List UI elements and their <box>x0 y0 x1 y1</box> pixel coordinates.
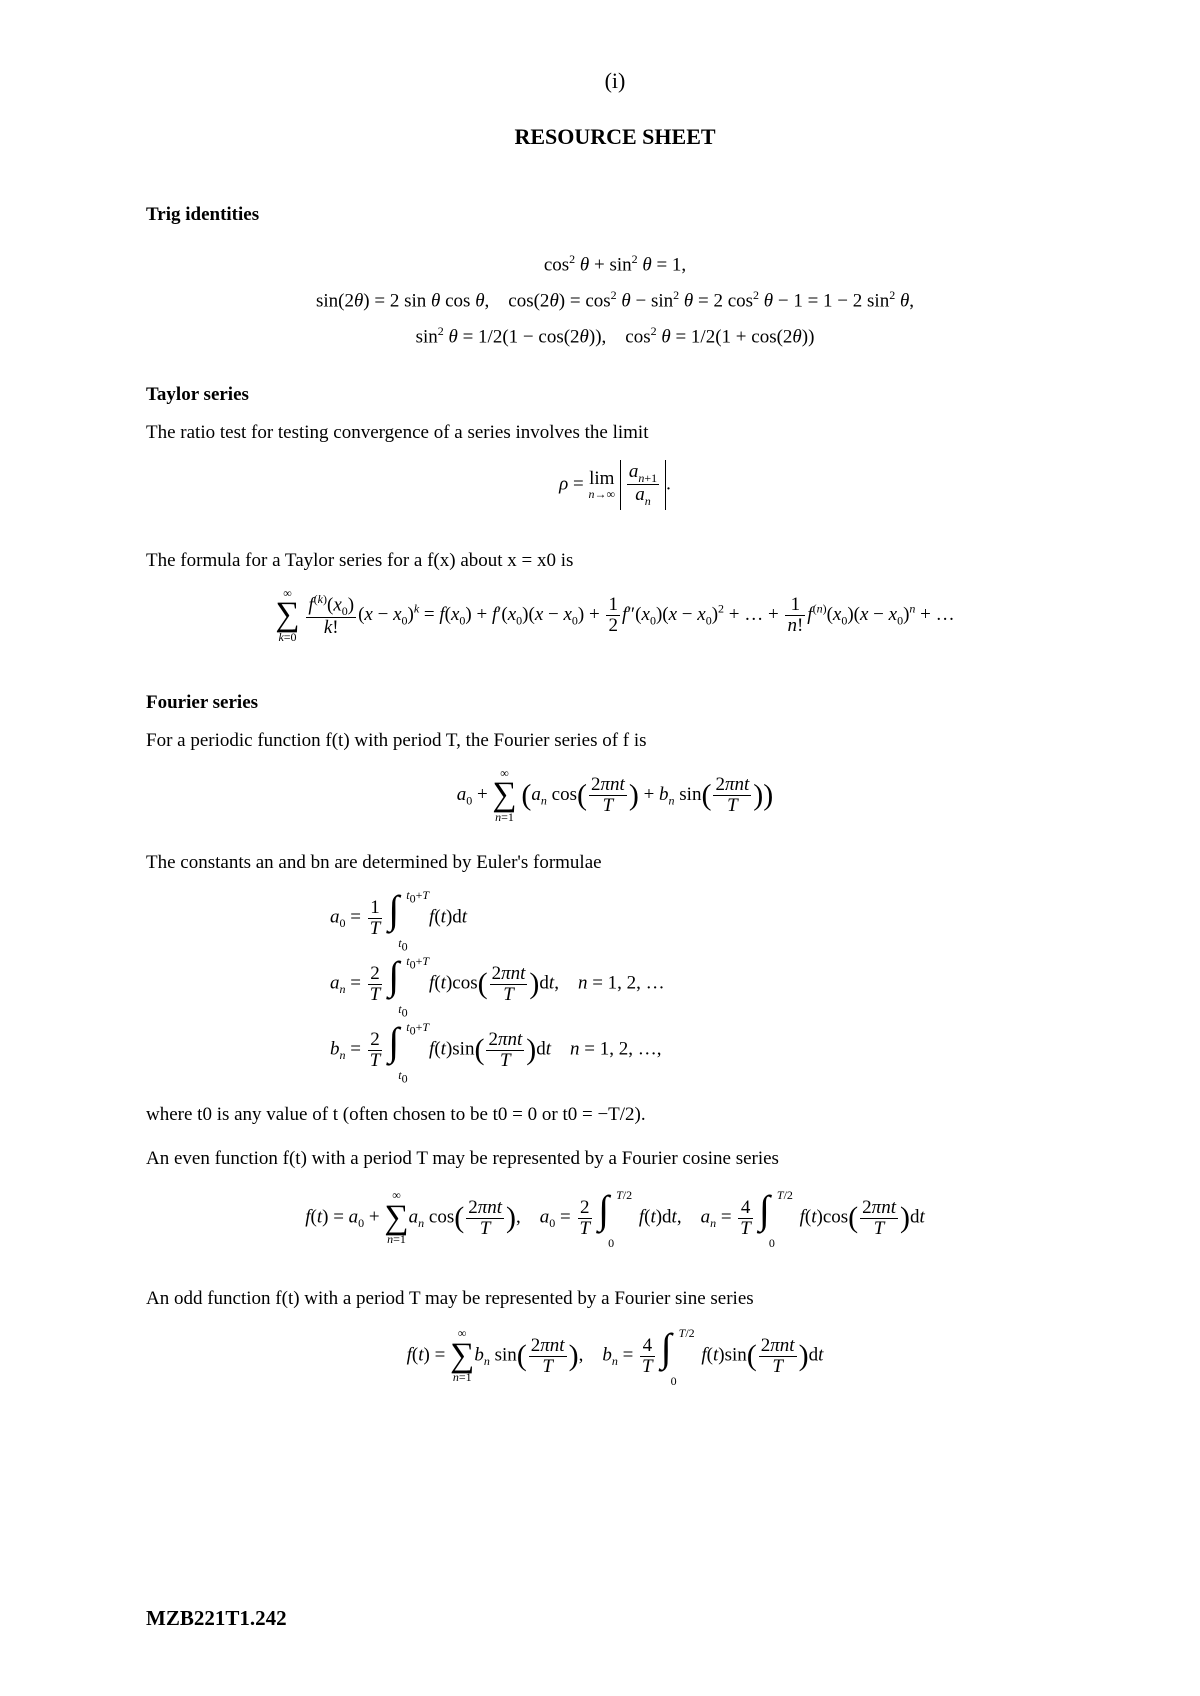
taylor-formula-text: The formula for a Taylor series for a f(x) about x = x0 is <box>146 550 574 571</box>
euler-a0: $a_0$ = $\frac{1}{T}$ ∫ $t_0+T$ $t_0$ f(t)dt <box>330 887 468 954</box>
trig-identity-2: sin(2θ) = 2 sin θ cos θ, $\cos(2\theta) = \cos^2 \theta - \sin^2 \theta = 2$ $\cos^2 \theta - 1 = 1 - 2$ $\sin^2 \theta$, <box>315 288 915 312</box>
fourier-heading: Fourier series <box>146 692 259 713</box>
footer-code: MZB221T1.242 <box>146 1606 287 1630</box>
trig-heading: Trig identities <box>146 204 260 225</box>
trig-identity-1: $\cos^2 \theta + \sin^2 \theta = 1$, <box>543 252 687 276</box>
fourier-cosine-formula: $f(t) = a_0$ + ∞ ∑ n=1 $a_n$ cos( $\frac{\text{2πnt}}{T}$ ), $a_0$ = $\frac{2}{T}$ ∫ T/2 0 f(t)dt, $a_n$ = $\frac{4}{T}$ ∫ T/2 0 f(t)cos( $\frac{\text{2πnt}}{T}$ )dt <box>305 1187 925 1250</box>
euler-bn: $b_n$ = $\frac{2}{T}$ ∫ $t_0+T$ $t_0$ f(t)sin( $\frac{\text{2πnt}}{T}$ )dt n = 1, 2, …, <box>330 1019 662 1086</box>
euler-an: $a_n$ = $\frac{2}{T}$ ∫ $t_0+T$ $t_0$ f(t)cos( $\frac{\text{2πnt}}{T}$ )dt, n = 1, 2, … <box>330 953 665 1020</box>
fourier-intro-text: For a periodic function f(t) with period T, the Fourier series of f is <box>146 730 647 751</box>
taylor-heading: Taylor series <box>146 384 249 405</box>
taylor-formula: ∞ ∑ k=0 $\frac{f^{(k)}(x_0)}{k!}$ $(x - x_0)^k = f(x_0) + f'(x_0)(x - x_0)$ + $\frac{1}{2}$ $f''(x_0)(x - x_0)^2$ + … + $\frac{1}{n!}$ $f^{(n)}(x_0)(x - x_0)^n$ + … <box>275 586 955 644</box>
odd-function-text: An odd function f(t) with a period T may be represented by a Fourier sine series <box>146 1288 754 1309</box>
euler-text: The constants an and bn are determined by Euler's formulae <box>146 852 602 873</box>
page-number: (i) <box>604 68 626 93</box>
where-text: where t0 is any value of t (often chosen to be t0 = 0 or t0 = −T/2). <box>146 1104 646 1125</box>
trig-identity-3: $\sin^2 \theta = 1/2(1 - \cos(2\theta))$, $\cos^2 \theta = 1/2(1 + \cos(2\theta))$ <box>415 324 815 348</box>
even-function-text: An even function f(t) with a period T may be represented by a Fourier cosine series <box>146 1148 779 1169</box>
ratio-test-text: The ratio test for testing convergence of a series involves the limit <box>146 422 649 443</box>
page-title: RESOURCE SHEET <box>514 124 716 149</box>
ratio-test-formula: ρ = lim n→∞ $\frac{a_{n+1}}{a_n}$ . <box>559 461 671 509</box>
fourier-sine-formula: f(t) = ∞ ∑ n=1 $b_n$ sin( $\frac{\text{2πnt}}{T}$ ), $b_n$ = $\frac{4}{T}$ ∫ T/2 0 f(t)sin( $\frac{\text{2πnt}}{T}$ )dt <box>406 1325 824 1388</box>
fourier-series-formula: $a_0$ + ∞ ∑ n=1 ($a_n$ cos( $\frac{\text{2πnt}}{T}$ ) + $b_n$ sin( $\frac{\text{2πnt}}{T}$ )) <box>456 766 774 824</box>
